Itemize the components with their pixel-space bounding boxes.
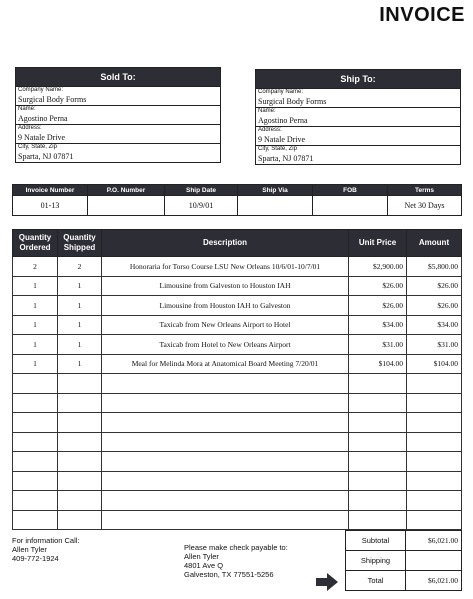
blank-cell [102,471,349,491]
invoice-title: INVOICE [379,4,465,26]
info-phone: 409-772-1924 [12,554,59,563]
amount-cell: $5,800.00 [407,257,462,277]
table-row [13,257,462,277]
terms-value: Net 30 Days [388,196,462,216]
table-row [13,335,462,355]
invoice-info-table [12,184,462,216]
unit-price-cell: $104.00 [349,354,407,374]
qty-shipped-cell: 1 [58,276,102,296]
sold-to-name: Agostino Perna [18,114,68,123]
table-row [13,296,462,316]
ship-date-header: Ship Date [165,185,238,196]
blank-cell [13,374,58,394]
blank-cell [102,413,349,433]
qty-shipped-cell: 1 [58,296,102,316]
subtotal-label: Subtotal [346,531,406,551]
unit-price-cell: $34.00 [349,315,407,335]
blank-cell [407,452,462,472]
name-label: Name: [18,106,36,112]
sold-to-name-row [16,105,220,124]
amount-cell: $26.00 [407,276,462,296]
info-label: For information Call: [12,536,80,545]
total-label: Total [346,571,406,591]
sold-to-csz-row [16,143,220,162]
company-label: Company Name: [18,87,64,93]
ship-to-csz: Sparta, NJ 07871 [258,154,314,163]
unit-price-header: Unit Price [349,230,407,257]
ship-via-header: Ship Via [238,185,313,196]
payable-info [184,543,288,579]
blank-cell [13,510,58,530]
unit-price-cell: $31.00 [349,335,407,355]
blank-cell [407,432,462,452]
blank-cell [407,393,462,413]
blank-row [13,471,462,491]
amount-cell: $26.00 [407,296,462,316]
table-row [13,354,462,374]
totals-table [345,530,462,591]
ship-to-csz-row [256,145,460,164]
blank-cell [13,413,58,433]
blank-cell [349,393,407,413]
blank-cell [102,432,349,452]
payable-address: 4801 Ave Q [184,561,224,570]
line-items-table [12,229,462,530]
po-number-header: P.O. Number [88,185,165,196]
qty-shipped-header: Quantity Shipped [58,230,102,257]
description-cell: Honoraria for Torso Course LSU New Orleans 10/6/01-10/7/01 [102,257,349,277]
qty-ordered-cell: 2 [13,257,58,277]
amount-cell: $104.00 [407,354,462,374]
blank-cell [407,413,462,433]
ship-to-box [255,69,461,165]
blank-cell [58,491,102,511]
ship-to-name: Agostino Perna [258,116,308,125]
blank-cell [58,432,102,452]
line-items-body [13,257,462,530]
name-label: Name: [258,108,276,114]
description-cell: Taxicab from New Orleans Airport to Hotel [102,315,349,335]
blank-cell [407,374,462,394]
blank-cell [407,491,462,511]
blank-cell [102,452,349,472]
company-label: Company Name: [258,89,304,95]
ship-to-address: 9 Natale Drive [258,135,306,144]
table-row [13,276,462,296]
blank-cell [58,510,102,530]
ship-via-value [238,196,313,216]
sold-to-header: Sold To: [16,68,220,86]
arrow-right-icon [316,573,338,591]
blank-cell [102,491,349,511]
qty-ordered-cell: 1 [13,354,58,374]
blank-cell [13,452,58,472]
blank-cell [13,432,58,452]
terms-header: Terms [388,185,462,196]
shipping-value [406,551,462,571]
payable-name: Allen Tyler [184,552,219,561]
shipping-label: Shipping [346,551,406,571]
blank-cell [58,393,102,413]
description-cell: Limousine from Galveston to Houston IAH [102,276,349,296]
description-cell: Limousine from Houston IAH to Galveston [102,296,349,316]
qty-shipped-cell: 1 [58,335,102,355]
blank-cell [349,471,407,491]
blank-cell [13,471,58,491]
blank-cell [349,413,407,433]
sold-to-address: 9 Natale Drive [18,133,66,142]
blank-row [13,452,462,472]
address-label: Address: [258,127,282,133]
qty-ordered-cell: 1 [13,335,58,355]
qty-shipped-cell: 1 [58,354,102,374]
blank-cell [349,374,407,394]
description-cell: Meal for Melinda Mora at Anatomical Board Meeting 7/20/01 [102,354,349,374]
blank-row [13,432,462,452]
sold-to-box [15,67,221,163]
blank-cell [13,393,58,413]
blank-cell [349,452,407,472]
fob-header: FOB [313,185,388,196]
blank-cell [58,374,102,394]
blank-cell [58,413,102,433]
ship-to-header: Ship To: [256,70,460,88]
contact-info [12,536,80,563]
qty-ordered-cell: 1 [13,315,58,335]
blank-row [13,374,462,394]
sold-to-company-row [16,86,220,105]
unit-price-cell: $26.00 [349,276,407,296]
blank-cell [102,510,349,530]
qty-ordered-cell: 1 [13,276,58,296]
blank-row [13,393,462,413]
blank-cell [349,491,407,511]
blank-cell [58,452,102,472]
ship-to-address-row [256,126,460,145]
table-row [13,315,462,335]
po-number-value [88,196,165,216]
description-header: Description [102,230,349,257]
blank-cell [102,393,349,413]
ship-to-company-row [256,88,460,107]
blank-cell [407,510,462,530]
blank-cell [102,374,349,394]
payable-label: Please make check payable to: [184,543,288,552]
invoice-number-header: Invoice Number [13,185,88,196]
sold-to-company: Surgical Body Forms [18,95,87,104]
qty-ordered-cell: 1 [13,296,58,316]
blank-row [13,491,462,511]
amount-cell: $34.00 [407,315,462,335]
total-value: $6,021.00 [406,571,462,591]
sold-to-csz: Sparta, NJ 07871 [18,152,74,161]
csz-label: City, State, Zip [18,144,57,150]
amount-cell: $31.00 [407,335,462,355]
qty-shipped-cell: 1 [58,315,102,335]
qty-ordered-header: Quantity Ordered [13,230,58,257]
blank-cell [407,471,462,491]
invoice-number-value: 01-13 [13,196,88,216]
info-name: Allen Tyler [12,545,47,554]
description-cell: Taxicab from Hotel to New Orleans Airport [102,335,349,355]
address-label: Address: [18,125,42,131]
subtotal-value: $6,021.00 [406,531,462,551]
blank-cell [13,491,58,511]
ship-to-name-row [256,107,460,126]
ship-date-value: 10/9/01 [165,196,238,216]
unit-price-cell: $2,900.00 [349,257,407,277]
qty-shipped-cell: 2 [58,257,102,277]
blank-cell [349,432,407,452]
unit-price-cell: $26.00 [349,296,407,316]
payable-city: Galveston, TX 77551-5256 [184,570,274,579]
blank-cell [58,471,102,491]
blank-row [13,510,462,530]
ship-to-company: Surgical Body Forms [258,97,327,106]
blank-cell [349,510,407,530]
amount-header: Amount [407,230,462,257]
sold-to-address-row [16,124,220,143]
csz-label: City, State, Zip [258,146,297,152]
fob-value [313,196,388,216]
blank-row [13,413,462,433]
